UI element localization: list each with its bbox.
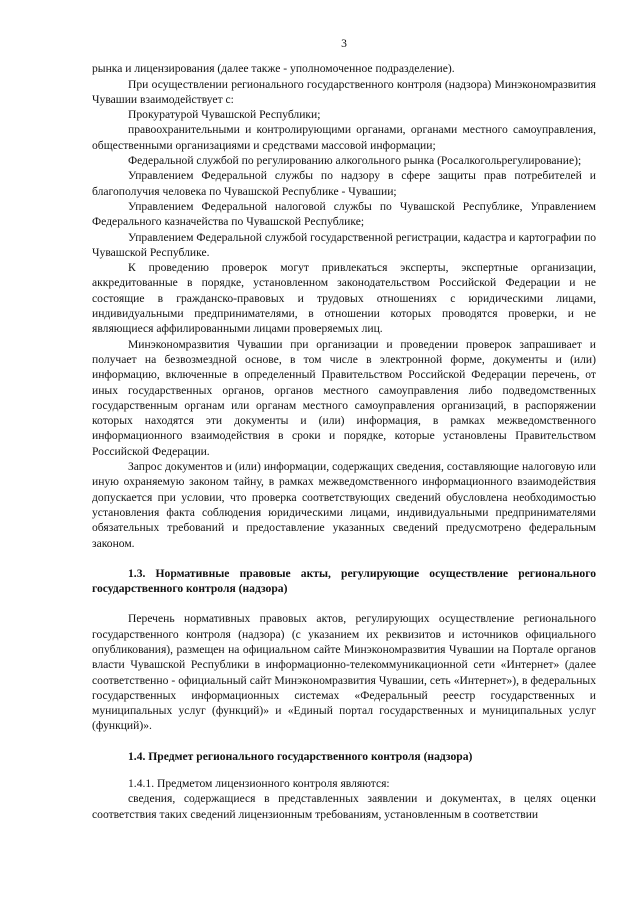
paragraph: правоохранительными и контролирующими органами, органами местного самоуправления, общественными организациями и средствами массовой информации; — [92, 123, 596, 152]
spacer — [92, 596, 596, 611]
paragraph: К проведению проверок могут привлекаться эксперты, экспертные организации, аккредитованные в порядке, установленном законодательством Российской Федерации и не состоящие в гражданско-правовых и трудовых отношениях с юридическими лицами, индивидуальными предпринимателями, в отношении которых проводятся проверки, и не являющиеся аффилированными лицами проверяемых лиц. — [92, 261, 596, 336]
paragraph: сведения, содержащиеся в представленных заявлении и документах, в целях оценки соответствия таких сведений лицензионным требованиям, установленным в соответствии — [92, 792, 596, 821]
paragraph: Запрос документов и (или) информации, содержащих сведения, составляющие налоговую или иную охраняемую законом тайну, в рамках межведомственного информационного взаимодействия допускается при условии, что проверка соответствующих сведений обусловлена необходимостью установления факта соблюдения юридическими лицами, индивидуальными предпринимателями обязательных требований и предоставление указанных сведений предусмотрено федеральным законом. — [92, 460, 596, 550]
paragraph: Федеральной службой по регулированию алкогольного рынка (Росалкогольрегулирование); — [128, 154, 582, 168]
paragraph: 1.4.1. Предметом лицензионного контроля являются: — [128, 777, 390, 791]
spacer — [92, 764, 596, 776]
paragraph: Управлением Федеральной службы по надзору в сфере защиты прав потребителей и благополучия человека по Чувашской Республике - Чувашии; — [92, 169, 596, 198]
paragraph: При осуществлении регионального государственного контроля (надзора) Минэкономразвития Чувашии взаимодействует с: — [92, 77, 596, 106]
paragraph: Управлением Федеральной налоговой службы по Чувашской Республике, Управлением Федерального казначейства по Чувашской Республике; — [92, 199, 596, 229]
paragraph: Управлением Федеральной службой государственной регистрации, кадастра и картографии по Чувашской Республике. — [92, 230, 596, 259]
spacer — [92, 551, 596, 566]
section-heading-1-3: 1.3. Нормативные правовые акты, регулирующие осуществление регионального государственного контроля (надзора) — [92, 566, 596, 596]
paragraph: Прокуратурой Чувашской Республики; — [128, 108, 321, 122]
spacer — [92, 734, 596, 749]
page-number: 3 — [341, 37, 347, 50]
paragraph: Перечень нормативных правовых актов, регулирующих осуществление регионального государственного контроля (надзора) (с указанием их реквизитов и источников официального опубликования), размещен на официальном сайте Минэкономразвития Чувашии на Портале органов власти Чувашской Республики в информационно-телекоммуникационной сети «Интернет» (далее соответственно - официальный сайт Минэкономразвития Чувашии, сеть «Интернет»), в федеральных государственных информационных системах «Федеральный реестр государственных и муниципальных услуг (функций)» и «Единый портал государственных и муниципальных услуг (функций)». — [92, 612, 596, 733]
paragraph: рынка и лицензирования (далее также - уполномоченное подразделение). — [92, 62, 455, 76]
paragraph: Минэкономразвития Чувашии при организации и проведении проверок запрашивает и получает на безвозмездной основе, в том числе в электронной форме, документы и (или) информацию, включенные в определенный Правительством Российской Федерации перечень, от иных государственных органов, органов местного самоуправления либо подведомственных государственным органам или органам местного самоуправления организаций, в распоряжении которых находятся эти документы и (или) информация, в рамках межведомственного информационного взаимодействия в сроки и порядке, которые установлены Правительством Российской Федерации. — [92, 337, 596, 458]
section-heading-1-4: 1.4. Предмет регионального государственного контроля (надзора) — [128, 749, 473, 763]
